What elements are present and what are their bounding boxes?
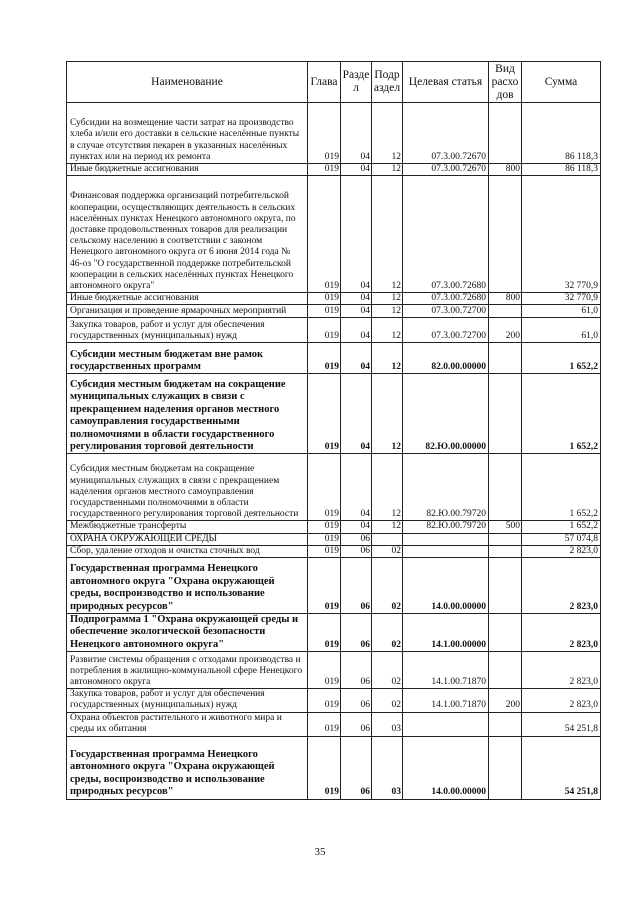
row-chapter: 019 (308, 712, 341, 736)
row-section: 06 (341, 533, 372, 545)
row-target: 14.1.00.00000 (403, 614, 489, 652)
table-row (67, 454, 601, 521)
row-name: Субсидии на возмещение части затрат на производство хлеба и/или его доставки в сельские населённые пункты в случае отсутствия пекарен в указанных населённых пунктах или на период их ремонта (67, 103, 308, 164)
row-type (489, 343, 522, 374)
row-section: 06 (341, 689, 372, 712)
table-row (67, 305, 601, 318)
table-row (67, 652, 601, 689)
row-chapter: 019 (308, 374, 341, 454)
row-chapter: 019 (308, 652, 341, 689)
table-row (67, 558, 601, 614)
row-section: 04 (341, 343, 372, 374)
table-row (67, 533, 601, 545)
row-sum: 54 251,8 (522, 736, 601, 799)
row-name: Субсидия местным бюджетам на сокращение муниципальных служащих в связи с прекращением наделения органов местного самоуправления государственными полномочиями в области государственного регулирования торговой деятельности (67, 374, 308, 454)
row-subsection: 12 (372, 374, 403, 454)
row-section: 04 (341, 103, 372, 164)
row-chapter: 019 (308, 614, 341, 652)
row-subsection: 02 (372, 614, 403, 652)
row-subsection: 12 (372, 521, 403, 533)
row-name: Охрана объектов растительного и животного мира и среды их обитания (67, 712, 308, 736)
row-section: 04 (341, 318, 372, 343)
table-row (67, 176, 601, 293)
row-type (489, 103, 522, 164)
row-subsection: 02 (372, 558, 403, 614)
row-subsection: 12 (372, 164, 403, 176)
row-sum: 1 652,2 (522, 343, 601, 374)
row-subsection: 03 (372, 736, 403, 799)
row-type: 800 (489, 164, 522, 176)
row-name: Развитие системы обращения с отходами производства и потребления в жилищно-коммунальной сфере Ненецкого автономного округа (67, 652, 308, 689)
row-target: 07.3.00.72700 (403, 318, 489, 343)
row-target: 82.0.00.00000 (403, 343, 489, 374)
row-section: 04 (341, 164, 372, 176)
row-type: 800 (489, 293, 522, 305)
row-section: 06 (341, 736, 372, 799)
row-section: 06 (341, 558, 372, 614)
row-sum: 32 770,9 (522, 293, 601, 305)
row-target: 14.0.00.00000 (403, 736, 489, 799)
table-row (67, 689, 601, 712)
header-sum: Сумма (522, 62, 601, 103)
row-chapter: 019 (308, 558, 341, 614)
row-name: Иные бюджетные ассигнования (67, 164, 308, 176)
row-sum: 1 652,2 (522, 374, 601, 454)
header-chapter: Глава (308, 62, 341, 103)
row-section: 04 (341, 454, 372, 521)
row-name: Организация и проведение ярмарочных мероприятий (67, 305, 308, 318)
row-section: 06 (341, 614, 372, 652)
row-sum: 32 770,9 (522, 176, 601, 293)
row-section: 06 (341, 652, 372, 689)
row-section: 06 (341, 712, 372, 736)
row-subsection: 12 (372, 176, 403, 293)
row-sum: 2 823,0 (522, 558, 601, 614)
row-chapter: 019 (308, 293, 341, 305)
table-row (67, 521, 601, 533)
row-subsection: 02 (372, 545, 403, 557)
row-type (489, 614, 522, 652)
table-header-row (67, 62, 601, 103)
row-name: Иные бюджетные ассигнования (67, 293, 308, 305)
row-sum: 61,0 (522, 318, 601, 343)
row-type (489, 545, 522, 557)
row-subsection: 12 (372, 293, 403, 305)
budget-table (66, 61, 601, 800)
row-subsection: 12 (372, 103, 403, 164)
row-section: 04 (341, 176, 372, 293)
row-name: Закупка товаров, работ и услуг для обеспечения государственных (муниципальных) нужд (67, 318, 308, 343)
row-section: 04 (341, 305, 372, 318)
row-chapter: 019 (308, 521, 341, 533)
row-chapter: 019 (308, 343, 341, 374)
row-name: Государственная программа Ненецкого автономного округа "Охрана окружающей среды, воспроизводство и использование природных ресурсов" (67, 558, 308, 614)
row-target: 82.Ю.00.79720 (403, 454, 489, 521)
table-row (67, 374, 601, 454)
row-sum: 1 652,2 (522, 454, 601, 521)
row-target: 07.3.00.72670 (403, 164, 489, 176)
row-section: 04 (341, 521, 372, 533)
row-subsection (372, 533, 403, 545)
row-type (489, 736, 522, 799)
row-chapter: 019 (308, 176, 341, 293)
row-section: 04 (341, 374, 372, 454)
page-number: 35 (314, 846, 326, 858)
row-target: 07.3.00.72670 (403, 103, 489, 164)
row-subsection: 12 (372, 318, 403, 343)
row-sum: 2 823,0 (522, 652, 601, 689)
table-row (67, 736, 601, 799)
row-subsection: 02 (372, 689, 403, 712)
row-type: 500 (489, 521, 522, 533)
row-target (403, 545, 489, 557)
row-target: 14.1.00.71870 (403, 652, 489, 689)
row-chapter: 019 (308, 305, 341, 318)
row-name: Финансовая поддержка организаций потребительской кооперации, осуществляющих деятельность в сельских населённых пунктах Ненецкого автономного округа, по доставке продовольственных товаров для реализации сельскому населению в соответствии с законом Ненецкого автономного округа от 6 июня 2014 года № 46-оз "О государственной поддержке потребительской кооперации в сельских населённых пунктах Ненецкого автономного округа" (67, 176, 308, 293)
row-chapter: 019 (308, 533, 341, 545)
table-row (67, 293, 601, 305)
table-row (67, 712, 601, 736)
row-sum: 2 823,0 (522, 614, 601, 652)
row-chapter: 019 (308, 454, 341, 521)
row-sum: 86 118,3 (522, 103, 601, 164)
row-target: 82.Ю.00.00000 (403, 374, 489, 454)
row-type: 200 (489, 689, 522, 712)
row-target: 07.3.00.72700 (403, 305, 489, 318)
row-name: Государственная программа Ненецкого автономного округа "Охрана окружающей среды, воспроизводство и использование природных ресурсов" (67, 736, 308, 799)
row-name: Сбор, удаление отходов и очистка сточных вод (67, 545, 308, 557)
row-type (489, 558, 522, 614)
row-name: Подпрограмма 1 "Охрана окружающей среды и обеспечение экологической безопасности Ненецкого автономного округа" (67, 614, 308, 652)
row-chapter: 019 (308, 318, 341, 343)
row-name: Закупка товаров, работ и услуг для обеспечения государственных (муниципальных) нужд (67, 689, 308, 712)
row-name: ОХРАНА ОКРУЖАЮЩЕЙ СРЕДЫ (67, 533, 308, 545)
row-sum: 57 074,8 (522, 533, 601, 545)
header-type: Вид расхо дов (489, 62, 522, 103)
row-type (489, 454, 522, 521)
row-chapter: 019 (308, 545, 341, 557)
header-section: Разде л (341, 62, 372, 103)
row-sum: 86 118,3 (522, 164, 601, 176)
row-type (489, 374, 522, 454)
row-subsection: 12 (372, 305, 403, 318)
row-target: 14.1.00.71870 (403, 689, 489, 712)
row-chapter: 019 (308, 103, 341, 164)
row-sum: 61,0 (522, 305, 601, 318)
row-chapter: 019 (308, 736, 341, 799)
row-type (489, 533, 522, 545)
table-row (67, 545, 601, 557)
table-row (67, 103, 601, 164)
row-target (403, 712, 489, 736)
header-target: Целевая статья (403, 62, 489, 103)
row-sum: 1 652,2 (522, 521, 601, 533)
row-sum: 54 251,8 (522, 712, 601, 736)
row-sum: 2 823,0 (522, 689, 601, 712)
row-subsection: 12 (372, 454, 403, 521)
row-section: 06 (341, 545, 372, 557)
table-row (67, 343, 601, 374)
row-target: 07.3.00.72680 (403, 293, 489, 305)
row-section: 04 (341, 293, 372, 305)
row-type (489, 305, 522, 318)
row-chapter: 019 (308, 164, 341, 176)
row-type (489, 652, 522, 689)
row-target: 82.Ю.00.79720 (403, 521, 489, 533)
row-name: Межбюджетные трансферты (67, 521, 308, 533)
header-name: Наименование (67, 62, 308, 103)
row-type (489, 712, 522, 736)
row-name: Субсидия местным бюджетам на сокращение муниципальных служащих в связи с прекращением наделения органов местного самоуправления государственными полномочиями в области государственного регулирования торговой деятельности (67, 454, 308, 521)
row-name: Субсидии местным бюджетам вне рамок государственных программ (67, 343, 308, 374)
row-target (403, 533, 489, 545)
table-row (67, 318, 601, 343)
row-chapter: 019 (308, 689, 341, 712)
row-sum: 2 823,0 (522, 545, 601, 557)
row-subsection: 02 (372, 652, 403, 689)
row-target: 14.0.00.00000 (403, 558, 489, 614)
row-type (489, 176, 522, 293)
row-subsection: 03 (372, 712, 403, 736)
header-subsection: Подр аздел (372, 62, 403, 103)
row-type: 200 (489, 318, 522, 343)
row-subsection: 12 (372, 343, 403, 374)
row-target: 07.3.00.72680 (403, 176, 489, 293)
table-row (67, 164, 601, 176)
table-row (67, 614, 601, 652)
